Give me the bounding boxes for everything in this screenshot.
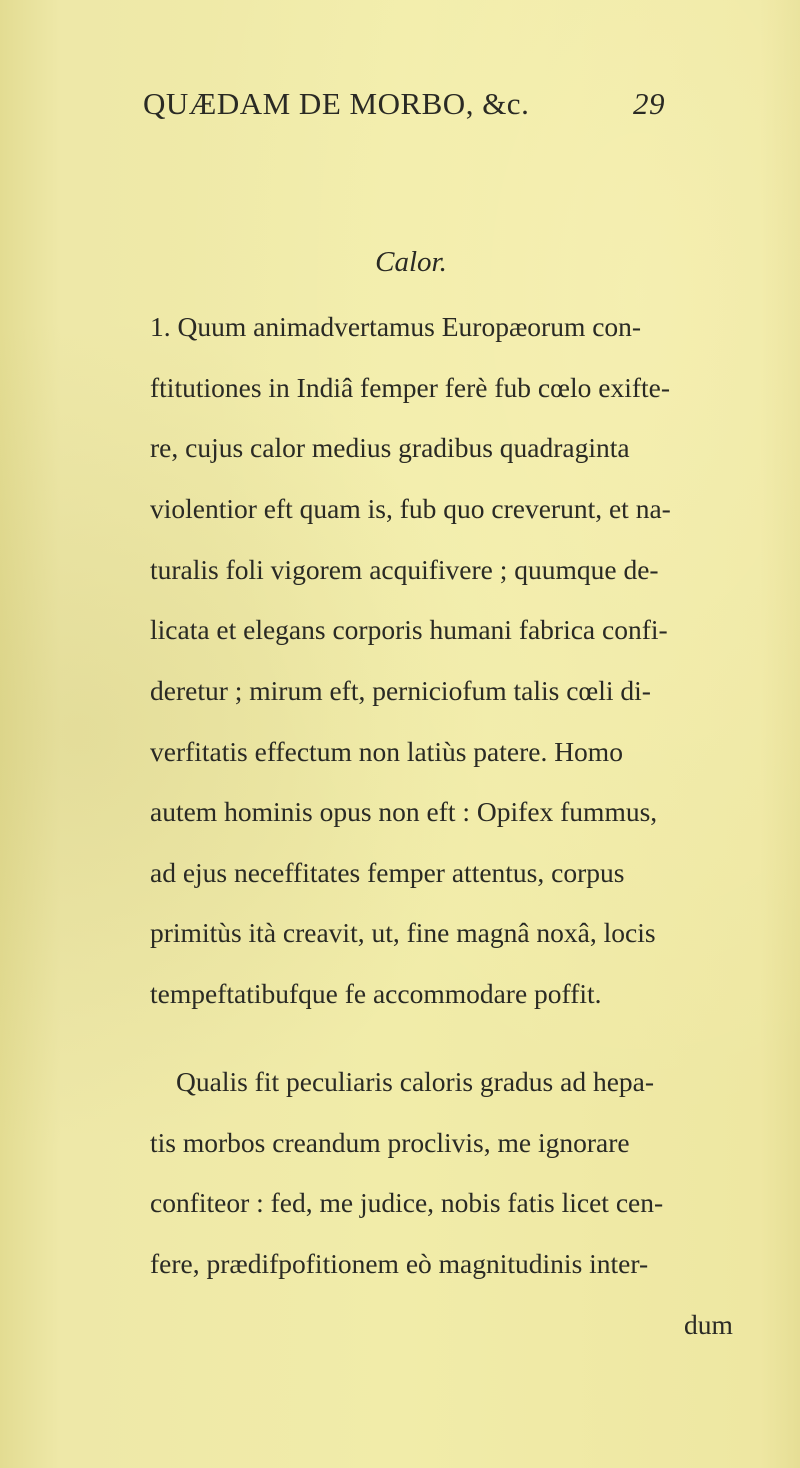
- text-line: 1. Quum animadvertamus Europæorum con-: [150, 311, 642, 342]
- running-head: [143, 86, 663, 126]
- text-line: turalis foli vigorem acquifivere ; quumque de-: [150, 554, 659, 585]
- text-line: tis morbos creandum proclivis, me ignorare: [150, 1127, 630, 1158]
- text-line: violentior eft quam is, fub quo creverunt, et na-: [150, 493, 671, 524]
- section-title: Calor.: [375, 246, 447, 278]
- text-line: primitùs ità creavit, ut, fine magnâ noxâ, locis: [150, 917, 656, 948]
- text-line: autem hominis opus non eft : Opifex fummus,: [150, 796, 658, 827]
- running-head-title: QUÆDAM DE MORBO, &c.: [143, 86, 530, 121]
- text-line: ad ejus neceffitates femper attentus, corpus: [150, 857, 625, 888]
- text-line: licata et elegans corporis humani fabrica confi-: [150, 614, 668, 645]
- text-line: re, cujus calor medius gradibus quadraginta: [150, 432, 630, 463]
- text-line: tempeftatibufque fe accommodare poffit.: [150, 978, 602, 1009]
- text-line: verfitatis effectum non latiùs patere. Homo: [150, 736, 623, 767]
- text-line: confiteor : fed, me judice, nobis fatis licet cen-: [150, 1187, 664, 1218]
- catchword: dum: [684, 1309, 733, 1340]
- text-line: ftitutiones in Indiâ femper ferè fub cœlo exifte-: [150, 372, 671, 403]
- text-line: fere, prædifpofitionem eò magnitudinis inter-: [150, 1248, 649, 1279]
- page-number: 29: [633, 86, 665, 121]
- text-line: Qualis fit peculiaris caloris gradus ad hepa-: [176, 1066, 655, 1097]
- text-line: deretur ; mirum eft, perniciofum talis cœli di-: [150, 675, 651, 706]
